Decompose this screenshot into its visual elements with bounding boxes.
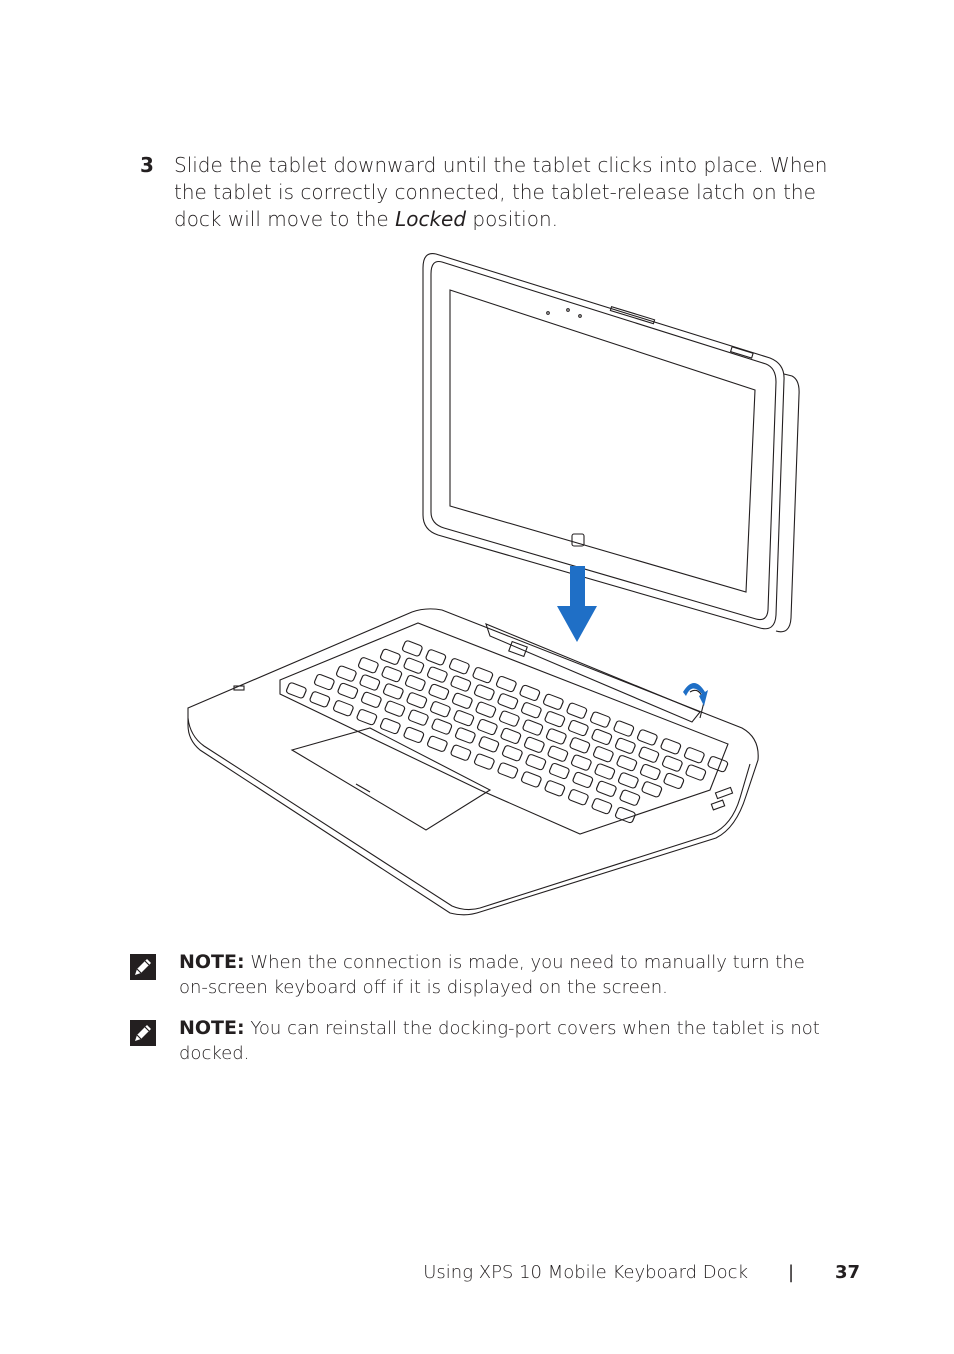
keyboard-key	[450, 675, 471, 692]
keyboard-key	[336, 665, 357, 682]
keyboard-key	[549, 763, 570, 780]
step-text-start: Slide the tablet downward until the tablet clicks into place. When the tablet is correctly connected, the tablet-release latch on the dock will move to the	[174, 153, 828, 231]
tablet-drawing	[423, 254, 799, 632]
keyboard-key	[286, 682, 307, 699]
keyboard-key	[572, 772, 593, 789]
keyboard-key	[641, 781, 662, 798]
keyboard-key	[569, 737, 590, 754]
keyboard-key	[453, 710, 474, 727]
keyboard-key	[427, 666, 448, 683]
keyboard-key	[452, 692, 473, 709]
keyboard-key	[543, 693, 564, 710]
step-number: 3	[140, 153, 154, 177]
footer-separator: |	[788, 1262, 795, 1283]
release-latch-arrow-icon	[683, 683, 708, 706]
keyboard-key	[616, 755, 637, 772]
keyboard-key	[594, 763, 615, 780]
keyboard-key	[566, 702, 587, 719]
step-text	[174, 152, 864, 233]
keyboard-key	[333, 700, 354, 717]
keyboard-key	[309, 691, 330, 708]
keyboard-key	[525, 754, 546, 771]
locked-emphasis: Locked	[395, 207, 467, 231]
keyboard-key	[521, 702, 542, 719]
tablet-docking-illustration	[180, 250, 810, 920]
keyboard-key	[663, 773, 684, 790]
keyboard-key	[618, 772, 639, 789]
down-arrow-icon	[557, 566, 597, 642]
keyboard-key	[428, 684, 449, 701]
keyboard-key	[472, 667, 493, 684]
keyboard-key	[590, 711, 611, 728]
keyboard-key	[405, 675, 426, 692]
keyboard-key	[502, 745, 523, 762]
keyboard-key	[380, 718, 401, 735]
keyboard-keys	[286, 640, 729, 823]
keyboard-key	[455, 727, 476, 744]
keyboard-key	[478, 736, 499, 753]
keyboard-key	[314, 674, 335, 691]
keyboard-key	[637, 729, 658, 746]
keyboard-key	[430, 701, 451, 718]
keyboard-key	[640, 764, 661, 781]
keyboard-key	[477, 719, 498, 736]
keyboard-key	[383, 683, 404, 700]
keyboard-key	[638, 746, 659, 763]
keyboard-key	[568, 720, 589, 737]
keyboard-key	[519, 685, 540, 702]
keyboard-key	[497, 762, 518, 779]
keyboard-key	[475, 701, 496, 718]
keyboard-key	[406, 692, 427, 709]
keyboard-key	[591, 798, 612, 815]
keyboard-key	[449, 658, 470, 675]
note-pencil-icon	[130, 954, 156, 980]
step-text-end: position.	[466, 207, 558, 231]
keyboard-key	[358, 657, 379, 674]
keyboard-key	[337, 683, 358, 700]
keyboard-key	[591, 729, 612, 746]
keyboard-key	[615, 737, 636, 754]
keyboard-key	[544, 711, 565, 728]
keyboard-key	[496, 676, 517, 693]
keyboard-key	[521, 771, 542, 788]
keyboard-key	[427, 735, 448, 752]
keyboard-key	[474, 753, 495, 770]
keyboard-dock-drawing	[188, 609, 758, 915]
keyboard-key	[613, 720, 634, 737]
note-body	[179, 950, 839, 1000]
footer-title: Using XPS 10 Mobile Keyboard Dock	[423, 1262, 748, 1283]
keyboard-key	[499, 710, 520, 727]
keyboard-key	[408, 709, 429, 726]
keyboard-key	[619, 789, 640, 806]
keyboard-key	[662, 755, 683, 772]
keyboard-key	[361, 691, 382, 708]
note-body	[179, 1016, 839, 1066]
keyboard-key	[403, 727, 424, 744]
keyboard-key	[356, 709, 377, 726]
keyboard-key	[500, 728, 521, 745]
keyboard-key	[685, 764, 706, 781]
keyboard-key	[402, 640, 423, 657]
keyboard-key	[522, 719, 543, 736]
note-text: When the connection is made, you need to manually turn the on-screen keyboard off if it is displayed on the screen.	[179, 952, 805, 998]
keyboard-key	[497, 693, 518, 710]
keyboard-key	[403, 657, 424, 674]
note-label: NOTE:	[179, 951, 245, 973]
keyboard-key	[707, 756, 728, 773]
note-label: NOTE:	[179, 1017, 245, 1039]
keyboard-key	[380, 648, 401, 665]
keyboard-key	[425, 649, 446, 666]
keyboard-key	[547, 745, 568, 762]
note-pencil-icon	[130, 1020, 156, 1046]
keyboard-key	[524, 736, 545, 753]
note-text: You can reinstall the docking-port covers when the tablet is not docked.	[179, 1018, 820, 1064]
keyboard-key	[544, 780, 565, 797]
keyboard-key	[384, 700, 405, 717]
keyboard-key	[596, 780, 617, 797]
keyboard-key	[571, 754, 592, 771]
keyboard-key	[660, 738, 681, 755]
keyboard-key	[593, 746, 614, 763]
keyboard-key	[684, 747, 705, 764]
keyboard-key	[546, 728, 567, 745]
keyboard-key	[450, 744, 471, 761]
keyboard-key	[359, 674, 380, 691]
keyboard-key	[381, 666, 402, 683]
keyboard-key	[474, 684, 495, 701]
page-number: 37	[834, 1262, 860, 1283]
keyboard-key	[431, 718, 452, 735]
keyboard-key	[568, 789, 589, 806]
page-footer	[400, 1260, 860, 1286]
